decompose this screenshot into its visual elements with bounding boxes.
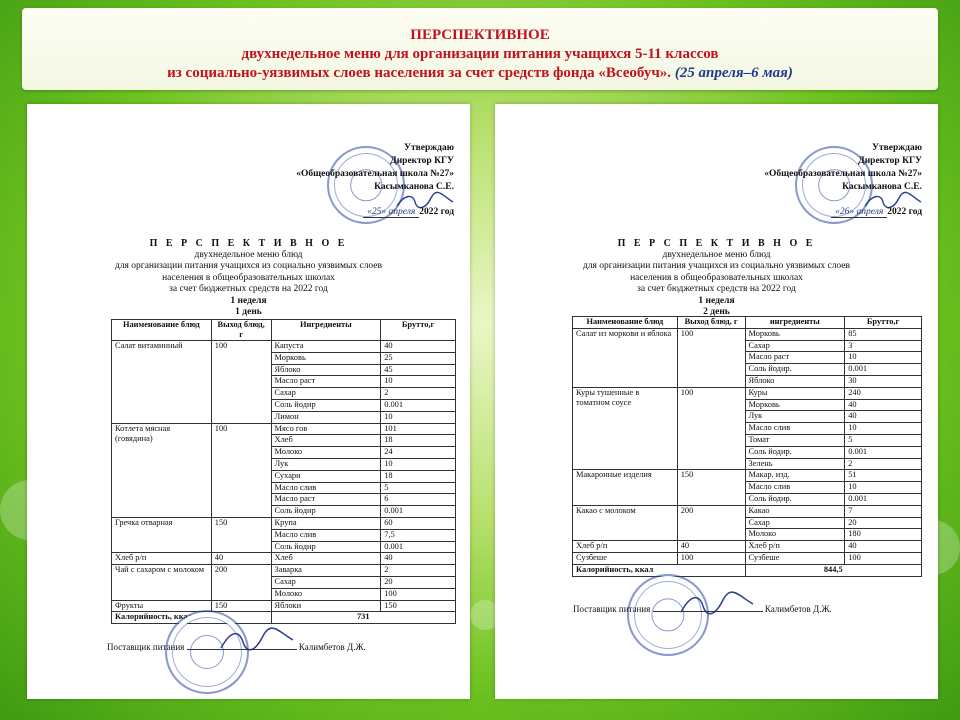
heading-line: для организации питания учащихся из социально уязвимых слоев [114, 261, 383, 271]
table-row [573, 470, 922, 482]
ingredient-gross: 0.001 [381, 399, 456, 411]
table-row [112, 553, 456, 565]
total-label: Калорийность, ккал [573, 564, 746, 576]
ingredient-gross: 10 [381, 411, 456, 423]
dish-output: 40 [211, 553, 271, 565]
ingredient-name: Соль йодир. [745, 364, 845, 376]
dish-name: Хлеб р/п [573, 541, 678, 553]
ingredient-gross: 3 [845, 340, 922, 352]
heading-day: 2 день [703, 307, 730, 317]
menu-heading [495, 238, 938, 319]
ingredient-gross: 10 [845, 352, 922, 364]
heading-line: двухнедельное меню блюд [662, 249, 771, 260]
ingredient-gross: 0.001 [381, 541, 456, 553]
ingredient-name: Соль йодир. [745, 493, 845, 505]
ingredient-gross: 5 [381, 482, 456, 494]
ingredient-name: Морковь [745, 399, 845, 411]
ingredient-gross: 60 [381, 517, 456, 529]
col-header-output: Выход блюд, г [211, 320, 271, 341]
heading-line: для организации питания учащихся из социально уязвимых слоев [582, 261, 851, 271]
dish-name: Куры тушенные в томатном соусе [573, 387, 678, 470]
ingredient-name: Мясо гов [271, 423, 381, 435]
ingredient-name: Сахар [271, 576, 381, 588]
ingredient-name: Капуста [271, 341, 381, 353]
approve-date-handwritten: «26» апреля [831, 207, 887, 218]
ingredient-gross: 40 [845, 399, 922, 411]
ingredient-gross: 40 [845, 541, 922, 553]
ingredient-gross: 100 [845, 552, 922, 564]
ingredient-gross: 0.001 [845, 446, 922, 458]
heading-line: за счет бюджетных средств на 2022 год [169, 284, 328, 294]
approve-date [296, 206, 454, 219]
ingredient-name: Зелень [745, 458, 845, 470]
ingredient-name: Масло слив [745, 482, 845, 494]
ingredient-gross: 7,5 [381, 529, 456, 541]
banner-subtitle-2: из социально-уязвимых слоев населения за счет средств фонда «Всеобуч». (25 апреля–6 мая) [167, 65, 793, 81]
approve-label: Утверждаю [872, 143, 922, 153]
heading-line: населения в общеобразовательных школах [630, 272, 803, 283]
ingredient-gross: 0.001 [845, 364, 922, 376]
col-header-dish: Наименование блюд [112, 320, 212, 341]
table-row [112, 565, 456, 577]
ingredient-name: Сахар [271, 388, 381, 400]
approve-label: Утверждаю [404, 143, 454, 153]
ingredient-name: Масло слив [745, 423, 845, 435]
dish-name: Макаронные изделия [573, 470, 678, 505]
approval-block [764, 142, 922, 219]
col-header-ingredients: Ингредиенты [271, 320, 381, 341]
menu-heading [27, 238, 470, 319]
supplier-line [107, 642, 366, 652]
ingredient-gross: 20 [381, 576, 456, 588]
total-label: Калорийность, ккал [112, 612, 272, 624]
ingredient-name: Соль йодир [271, 506, 381, 518]
ingredient-name: Масло слив [271, 482, 381, 494]
table-row [573, 541, 922, 553]
menu-page-day-2 [495, 104, 938, 699]
ingredient-gross: 40 [381, 553, 456, 565]
heading-line: населения в общеобразовательных школах [162, 272, 335, 283]
ingredient-name: Яблоки [271, 600, 381, 612]
dish-name: Хлеб р/п [112, 553, 212, 565]
title-banner [22, 8, 938, 90]
ingredient-name: Соль йодир [271, 399, 381, 411]
ingredient-gross: 45 [381, 364, 456, 376]
ingredient-gross: 2 [845, 458, 922, 470]
ingredient-gross: 30 [845, 375, 922, 387]
approve-date-handwritten: «25» апреля [363, 207, 419, 218]
ingredient-gross: 180 [845, 529, 922, 541]
ingredient-name: Соль йодир [271, 541, 381, 553]
approve-date [764, 206, 922, 219]
approve-director-name: Касымканова С.Е. [842, 182, 922, 192]
ingredient-name: Лук [271, 458, 381, 470]
dish-output: 150 [211, 517, 271, 552]
ingredient-gross: 5 [845, 434, 922, 446]
ingredient-gross: 0.001 [845, 493, 922, 505]
dish-output: 200 [211, 565, 271, 600]
dish-name: Какао с молоком [573, 505, 678, 540]
heading-week: 1 неделя [230, 295, 267, 306]
dish-output: 40 [677, 541, 745, 553]
ingredient-gross: 240 [845, 387, 922, 399]
total-value: 731 [271, 612, 455, 624]
ingredient-gross: 7 [845, 505, 922, 517]
total-value: 844,5 [745, 564, 922, 576]
ingredient-name: Масло слив [271, 529, 381, 541]
ingredient-name: Заварка [271, 565, 381, 577]
ingredient-gross: 10 [381, 458, 456, 470]
dish-name: Сузбеше [573, 552, 678, 564]
menu-page-day-1 [27, 104, 470, 699]
ingredient-gross: 6 [381, 494, 456, 506]
ingredient-gross: 10 [845, 423, 922, 435]
total-row [112, 612, 456, 624]
menu-table [111, 319, 456, 624]
ingredient-name: Куры [745, 387, 845, 399]
approve-director-name: Касымканова С.Е. [374, 182, 454, 192]
ingredient-gross: 101 [381, 423, 456, 435]
table-row [573, 552, 922, 564]
ingredient-gross: 20 [845, 517, 922, 529]
heading-week: 1 неделя [698, 295, 735, 306]
approve-position: Директор КГУ [858, 156, 922, 166]
heading-day: 1 день [235, 307, 262, 317]
banner-dates: (25 апреля–6 мая) [674, 65, 793, 81]
table-row [112, 517, 456, 529]
supplier-label: Поставщик питания [573, 604, 651, 614]
ingredient-gross: 40 [845, 411, 922, 423]
approve-year: 2022 год [887, 207, 922, 217]
banner-subtitle: двухнедельное меню для организации питания учащихся 5-11 классов [241, 46, 719, 62]
table-row [112, 423, 456, 435]
heading-line: за счет бюджетных средств на 2022 год [637, 284, 796, 294]
heading-line: двухнедельное меню блюд [194, 249, 303, 260]
ingredient-name: Яблоко [271, 364, 381, 376]
ingredient-gross: 10 [845, 482, 922, 494]
table-row [112, 600, 456, 612]
dish-name: Фрукты [112, 600, 212, 612]
approve-year: 2022 год [419, 207, 454, 217]
ingredient-gross: 2 [381, 388, 456, 400]
ingredient-name: Какао [745, 505, 845, 517]
supplier-label: Поставщик питания [107, 642, 185, 652]
ingredient-gross: 0.001 [381, 506, 456, 518]
ingredient-gross: 100 [381, 588, 456, 600]
table-row [573, 387, 922, 399]
ingredient-name: Масло раст [271, 494, 381, 506]
table-row [573, 328, 922, 340]
ingredient-name: Молоко [745, 529, 845, 541]
ingredient-name: Молоко [271, 588, 381, 600]
dish-output: 100 [677, 328, 745, 387]
ingredient-gross: 150 [381, 600, 456, 612]
ingredient-gross: 25 [381, 352, 456, 364]
ingredient-gross: 51 [845, 470, 922, 482]
ingredient-name: Хлеб р/п [745, 541, 845, 553]
ingredient-gross: 18 [381, 470, 456, 482]
ingredient-gross: 40 [381, 341, 456, 353]
ingredient-name: Морковь [271, 352, 381, 364]
dish-output: 100 [677, 552, 745, 564]
approve-school: «Общеобразовательная школа №27» [296, 169, 454, 179]
col-header-ingredients: ингредиенты [745, 317, 845, 329]
approve-position: Директор КГУ [390, 156, 454, 166]
ingredient-name: Хлеб [271, 553, 381, 565]
ingredient-name: Хлеб [271, 435, 381, 447]
ingredient-name: Масло раст [271, 376, 381, 388]
heading-title: П Е Р С П Е К Т И В Н О Е [149, 238, 348, 249]
menu-table [572, 316, 922, 577]
dish-output: 150 [677, 470, 745, 505]
total-row [573, 564, 922, 576]
ingredient-name: Лук [745, 411, 845, 423]
heading-title: П Е Р С П Е К Т И В Н О Е [617, 238, 816, 249]
ingredient-name: Яблоко [745, 375, 845, 387]
ingredient-name: Сахар [745, 517, 845, 529]
ingredient-gross: 85 [845, 328, 922, 340]
dish-name: Чай с сахаром с молоком [112, 565, 212, 600]
ingredient-name: Молоко [271, 447, 381, 459]
ingredient-name: Сузбеше [745, 552, 845, 564]
col-header-gross: Брутто,г [381, 320, 456, 341]
supplier-name: Калимбетов Д.Ж. [298, 642, 366, 652]
supplier-name: Калимбетов Д.Ж. [764, 604, 832, 614]
ingredient-name: Сахар [745, 340, 845, 352]
supplier-line [573, 604, 832, 614]
approve-school: «Общеобразовательная школа №27» [764, 169, 922, 179]
ingredient-gross: 18 [381, 435, 456, 447]
dish-name: Салат витаминный [112, 341, 212, 424]
col-header-output: Выход блюд, г [677, 317, 745, 329]
ingredient-name: Морковь [745, 328, 845, 340]
dish-name: Котлета мясная (говядина) [112, 423, 212, 517]
ingredient-name: Соль йодир. [745, 446, 845, 458]
dish-output: 100 [211, 423, 271, 517]
dish-output: 100 [677, 387, 745, 470]
ingredient-gross: 10 [381, 376, 456, 388]
ingredient-name: Лимон [271, 411, 381, 423]
col-header-gross: Брутто,г [845, 317, 922, 329]
ingredient-name: Крупа [271, 517, 381, 529]
dish-name: Салат из моркови и яблока [573, 328, 678, 387]
ingredient-name: Макар. изд. [745, 470, 845, 482]
ingredient-gross: 24 [381, 447, 456, 459]
ingredient-gross: 2 [381, 565, 456, 577]
table-row [573, 505, 922, 517]
banner-title: ПЕРСПЕКТИВНОЕ [410, 27, 550, 43]
ingredient-name: Сухари [271, 470, 381, 482]
approval-block [296, 142, 454, 219]
dish-output: 200 [677, 505, 745, 540]
ingredient-name: Томат [745, 434, 845, 446]
dish-output: 100 [211, 341, 271, 424]
col-header-dish: Наименование блюд [573, 317, 678, 329]
dish-name: Гречка отварная [112, 517, 212, 552]
dish-output: 150 [211, 600, 271, 612]
ingredient-name: Масло раст [745, 352, 845, 364]
table-row [112, 341, 456, 353]
